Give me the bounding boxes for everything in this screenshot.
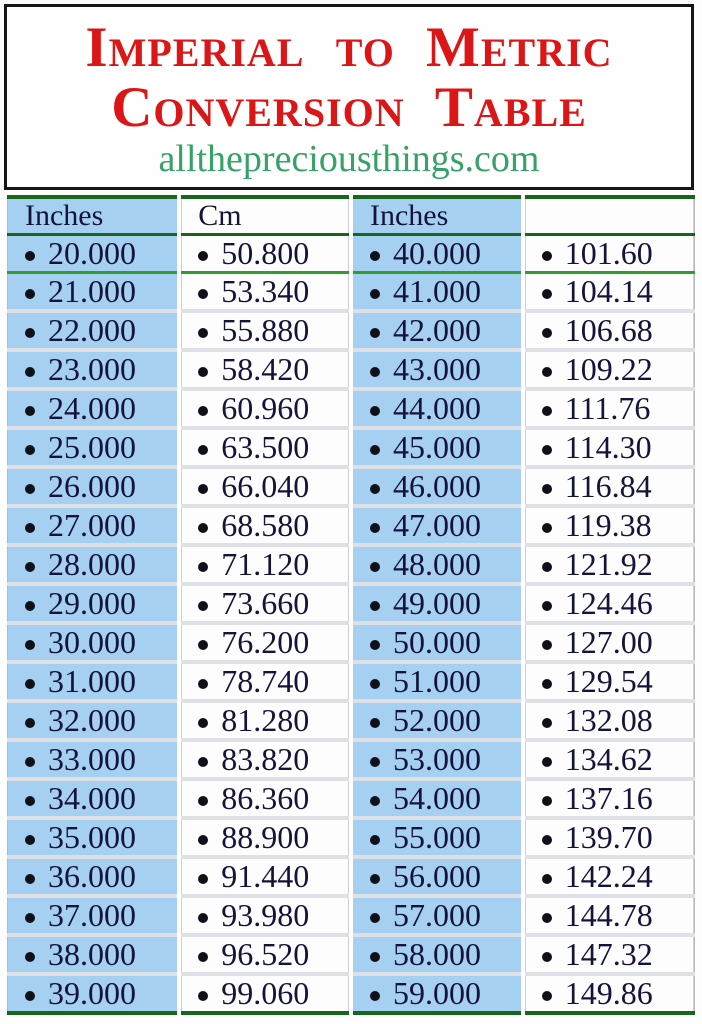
bullet-icon [542, 251, 552, 261]
table-row [8, 623, 695, 662]
table-row [8, 896, 695, 935]
bullet-icon [542, 796, 552, 806]
bullet-icon [198, 523, 208, 533]
cell-value: 55.880 [221, 312, 310, 348]
bullet-icon [370, 640, 380, 650]
cell-value: 22.000 [48, 312, 136, 348]
cell-value: 34.000 [48, 780, 136, 816]
bullet-icon [25, 952, 35, 962]
cell-inches [8, 389, 180, 428]
bullet-icon [198, 835, 208, 845]
cell-value: 101.60 [564, 235, 653, 271]
cell-value: 149.86 [564, 975, 653, 1011]
table-row [8, 662, 695, 701]
bullet-icon [198, 991, 208, 1001]
cell-cm [179, 662, 351, 701]
cell-cm [179, 545, 351, 584]
bullet-icon [542, 718, 552, 728]
cell-cm [179, 974, 351, 1013]
cell-inches [351, 857, 523, 896]
cell-value: 114.30 [564, 429, 652, 465]
cell-value: 35.000 [48, 819, 136, 855]
cell-value: 50.800 [221, 235, 310, 271]
table-header-row [8, 197, 695, 235]
cell-value: 42.000 [393, 312, 481, 348]
bullet-icon [198, 484, 208, 494]
cell-inches [351, 896, 523, 935]
cell-value: 58.000 [393, 936, 481, 972]
cell-cm [179, 389, 351, 428]
cell-value: 48.000 [393, 546, 481, 582]
bullet-icon [542, 835, 552, 845]
cell-inches [351, 701, 523, 740]
bullet-icon [542, 523, 552, 533]
bullet-icon [198, 289, 208, 299]
cell-cm [523, 779, 695, 818]
cell-cm [523, 662, 695, 701]
cell-value: 142.24 [564, 858, 653, 894]
cell-cm [523, 311, 695, 350]
cell-value: 47.000 [393, 507, 481, 543]
table-row [8, 974, 695, 1013]
bullet-icon [198, 601, 208, 611]
cell-inches [8, 506, 180, 545]
bullet-icon [542, 640, 552, 650]
cell-value: 109.22 [564, 351, 653, 387]
cell-cm [523, 584, 695, 623]
bullet-icon [198, 952, 208, 962]
cell-value: 59.000 [393, 975, 481, 1011]
cell-cm [523, 935, 695, 974]
cell-cm [523, 740, 695, 779]
cell-cm [179, 428, 351, 467]
bullet-icon [25, 913, 35, 923]
cell-inches [8, 350, 180, 389]
cell-cm [179, 935, 351, 974]
cell-value: 81.280 [221, 702, 310, 738]
bullet-icon [542, 991, 552, 1001]
cell-value: 78.740 [221, 663, 310, 699]
cell-value: 127.00 [564, 624, 653, 660]
bullet-icon [198, 251, 208, 261]
cell-value: 41.000 [393, 273, 481, 309]
title-card [4, 4, 694, 190]
cell-value: 31.000 [48, 663, 136, 699]
bullet-icon [25, 718, 35, 728]
bullet-icon [198, 757, 208, 767]
cell-value: 36.000 [48, 858, 136, 894]
cell-cm [523, 389, 695, 428]
bullet-icon [370, 952, 380, 962]
cell-inches [351, 623, 523, 662]
bullet-icon [370, 367, 380, 377]
bullet-icon [198, 367, 208, 377]
cell-inches [351, 779, 523, 818]
cell-value: 134.62 [564, 741, 653, 777]
cell-value: 104.14 [564, 273, 653, 309]
cell-value: 88.900 [221, 819, 310, 855]
bullet-icon [25, 835, 35, 845]
cell-value: 54.000 [393, 780, 481, 816]
cell-value: 106.68 [564, 312, 653, 348]
cell-inches [8, 623, 180, 662]
bullet-icon [542, 289, 552, 299]
bullet-icon [25, 406, 35, 416]
cell-value: 111.76 [564, 390, 651, 426]
column-header-inches-left: Inches [8, 197, 180, 235]
cell-inches [8, 896, 180, 935]
table-row [8, 701, 695, 740]
cell-cm [523, 896, 695, 935]
cell-cm [523, 818, 695, 857]
bullet-icon [542, 874, 552, 884]
cell-value: 45.000 [393, 429, 481, 465]
cell-value: 76.200 [221, 624, 310, 660]
cell-value: 93.980 [221, 897, 310, 933]
cell-value: 66.040 [221, 468, 310, 504]
table-row [8, 818, 695, 857]
cell-cm [523, 273, 695, 312]
cell-inches [8, 740, 180, 779]
cell-value: 44.000 [393, 390, 481, 426]
table-row [8, 467, 695, 506]
cell-value: 71.120 [221, 546, 310, 582]
cell-inches [8, 701, 180, 740]
table-row [8, 311, 695, 350]
cell-value: 144.78 [564, 897, 653, 933]
bullet-icon [370, 406, 380, 416]
bullet-icon [25, 289, 35, 299]
bullet-icon [370, 601, 380, 611]
cell-cm [523, 857, 695, 896]
bullet-icon [198, 445, 208, 455]
bullet-icon [370, 757, 380, 767]
cell-value: 51.000 [393, 663, 481, 699]
cell-value: 33.000 [48, 741, 136, 777]
bullet-icon [542, 562, 552, 572]
cell-value: 124.46 [564, 585, 653, 621]
bullet-icon [370, 484, 380, 494]
cell-inches [351, 974, 523, 1013]
cell-value: 129.54 [564, 663, 653, 699]
cell-cm [179, 273, 351, 312]
bullet-icon [542, 406, 552, 416]
cell-inches [8, 545, 180, 584]
cell-value: 99.060 [221, 975, 310, 1011]
cell-inches [351, 662, 523, 701]
cell-inches [351, 467, 523, 506]
cell-value: 53.000 [393, 741, 481, 777]
cell-value: 73.660 [221, 585, 310, 621]
page-title-line1: Imperial to Metric [85, 16, 613, 79]
bullet-icon [370, 523, 380, 533]
bullet-icon [198, 718, 208, 728]
cell-inches [351, 935, 523, 974]
cell-value: 83.820 [221, 741, 310, 777]
cell-cm [523, 701, 695, 740]
bullet-icon [542, 328, 552, 338]
bullet-icon [198, 679, 208, 689]
cell-value: 52.000 [393, 702, 481, 738]
cell-inches [8, 857, 180, 896]
table-row [8, 273, 695, 312]
cell-inches [8, 273, 180, 312]
cell-inches [351, 545, 523, 584]
cell-value: 53.340 [221, 273, 310, 309]
bullet-icon [198, 406, 208, 416]
cell-value: 39.000 [48, 975, 136, 1011]
cell-inches [8, 662, 180, 701]
cell-value: 28.000 [48, 546, 136, 582]
column-header-cm-right [523, 197, 695, 235]
cell-inches [351, 389, 523, 428]
cell-value: 23.000 [48, 351, 136, 387]
bullet-icon [198, 874, 208, 884]
cell-inches [8, 779, 180, 818]
column-header-cm-left: Cm [179, 197, 351, 235]
bullet-icon [542, 952, 552, 962]
website-url: allthepreciousthings.com [158, 138, 540, 180]
cell-cm [523, 623, 695, 662]
cell-inches [8, 974, 180, 1013]
cell-value: 68.580 [221, 507, 310, 543]
cell-inches [351, 311, 523, 350]
bullet-icon [370, 718, 380, 728]
bullet-icon [370, 679, 380, 689]
cell-inches [351, 235, 523, 273]
bullet-icon [25, 601, 35, 611]
bullet-icon [370, 796, 380, 806]
bullet-icon [370, 289, 380, 299]
bullet-icon [370, 445, 380, 455]
table-row [8, 350, 695, 389]
cell-inches [351, 506, 523, 545]
cell-inches [351, 273, 523, 312]
bullet-icon [370, 562, 380, 572]
bullet-icon [542, 601, 552, 611]
table-row [8, 428, 695, 467]
table-row [8, 740, 695, 779]
bullet-icon [25, 874, 35, 884]
cell-value: 26.000 [48, 468, 136, 504]
cell-cm [523, 974, 695, 1013]
bullet-icon [542, 367, 552, 377]
cell-value: 91.440 [221, 858, 310, 894]
cell-value: 21.000 [48, 273, 136, 309]
cell-cm [179, 857, 351, 896]
cell-value: 132.08 [564, 702, 653, 738]
table-row [8, 779, 695, 818]
bullet-icon [25, 523, 35, 533]
bullet-icon [542, 757, 552, 767]
cell-inches [351, 818, 523, 857]
cell-cm [179, 740, 351, 779]
cell-inches [8, 467, 180, 506]
cell-cm [523, 235, 695, 273]
bullet-icon [370, 874, 380, 884]
bullet-icon [542, 445, 552, 455]
table-row [8, 506, 695, 545]
bullet-icon [542, 484, 552, 494]
cell-cm [523, 428, 695, 467]
bullet-icon [198, 562, 208, 572]
conversion-table [7, 195, 695, 1015]
cell-value: 119.38 [564, 507, 652, 543]
cell-value: 58.420 [221, 351, 310, 387]
cell-cm [179, 235, 351, 273]
table-row [8, 857, 695, 896]
cell-value: 43.000 [393, 351, 481, 387]
bullet-icon [198, 640, 208, 650]
bullet-icon [25, 796, 35, 806]
bullet-icon [370, 913, 380, 923]
cell-value: 30.000 [48, 624, 136, 660]
cell-cm [179, 350, 351, 389]
cell-value: 29.000 [48, 585, 136, 621]
cell-inches [8, 428, 180, 467]
cell-value: 27.000 [48, 507, 136, 543]
table-row [8, 545, 695, 584]
bullet-icon [25, 640, 35, 650]
cell-cm [523, 467, 695, 506]
cell-cm [179, 623, 351, 662]
cell-cm [523, 545, 695, 584]
bullet-icon [542, 679, 552, 689]
column-header-inches-right: Inches [351, 197, 523, 235]
cell-value: 38.000 [48, 936, 136, 972]
cell-value: 55.000 [393, 819, 481, 855]
page-title-line2: Conversion Table [111, 76, 587, 139]
cell-value: 56.000 [393, 858, 481, 894]
cell-cm [179, 506, 351, 545]
cell-inches [8, 235, 180, 273]
cell-inches [8, 311, 180, 350]
bullet-icon [198, 328, 208, 338]
cell-cm [179, 584, 351, 623]
cell-value: 57.000 [393, 897, 481, 933]
cell-value: 49.000 [393, 585, 481, 621]
cell-value: 86.360 [221, 780, 310, 816]
cell-inches [351, 428, 523, 467]
cell-cm [179, 467, 351, 506]
cell-value: 24.000 [48, 390, 136, 426]
bullet-icon [25, 367, 35, 377]
cell-inches [351, 740, 523, 779]
bullet-icon [370, 251, 380, 261]
cell-inches [8, 818, 180, 857]
cell-value: 32.000 [48, 702, 136, 738]
cell-inches [8, 584, 180, 623]
bullet-icon [25, 562, 35, 572]
cell-cm [523, 350, 695, 389]
cell-inches [351, 584, 523, 623]
table-row [8, 235, 695, 273]
cell-cm [523, 506, 695, 545]
bullet-icon [25, 679, 35, 689]
cell-cm [179, 818, 351, 857]
cell-cm [179, 701, 351, 740]
cell-inches [8, 935, 180, 974]
cell-value: 46.000 [393, 468, 481, 504]
cell-value: 96.520 [221, 936, 310, 972]
cell-cm [179, 779, 351, 818]
table-row [8, 935, 695, 974]
bullet-icon [25, 328, 35, 338]
cell-value: 60.960 [221, 390, 310, 426]
cell-cm [179, 896, 351, 935]
cell-cm [179, 311, 351, 350]
cell-value: 147.32 [564, 936, 653, 972]
bullet-icon [370, 835, 380, 845]
cell-value: 139.70 [564, 819, 653, 855]
cell-value: 50.000 [393, 624, 481, 660]
bullet-icon [198, 913, 208, 923]
cell-inches [351, 350, 523, 389]
table-row [8, 584, 695, 623]
bullet-icon [542, 913, 552, 923]
cell-value: 20.000 [48, 235, 136, 271]
bullet-icon [25, 251, 35, 261]
cell-value: 63.500 [221, 429, 310, 465]
bullet-icon [370, 991, 380, 1001]
cell-value: 37.000 [48, 897, 136, 933]
table-row [8, 389, 695, 428]
bullet-icon [25, 991, 35, 1001]
cell-value: 121.92 [564, 546, 653, 582]
cell-value: 137.16 [564, 780, 653, 816]
cell-value: 25.000 [48, 429, 136, 465]
cell-value: 116.84 [564, 468, 652, 504]
bullet-icon [25, 757, 35, 767]
bullet-icon [370, 328, 380, 338]
bullet-icon [25, 484, 35, 494]
bullet-icon [198, 796, 208, 806]
cell-value: 40.000 [393, 235, 481, 271]
bullet-icon [25, 445, 35, 455]
